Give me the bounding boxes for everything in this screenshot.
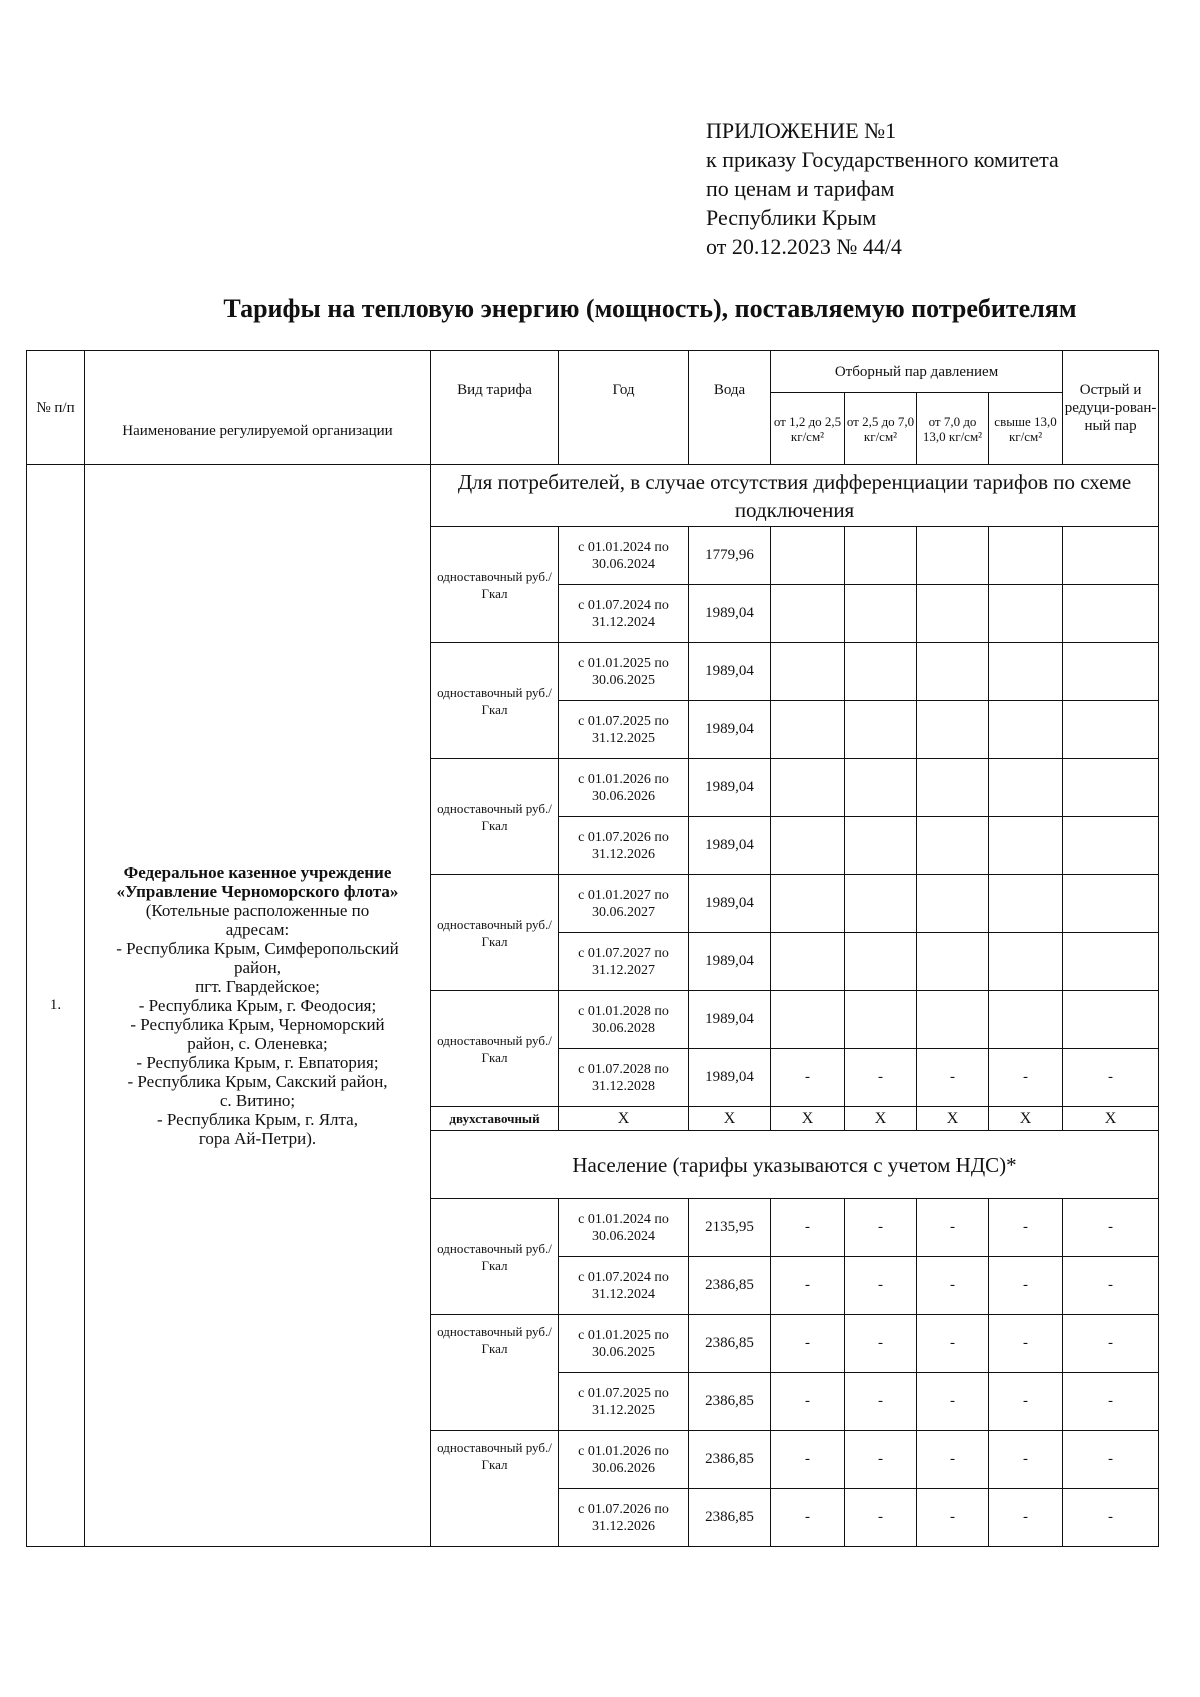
- steam-value: -: [771, 1199, 845, 1257]
- steam-value: -: [845, 1257, 917, 1315]
- water-value: 2386,85: [689, 1315, 771, 1373]
- water-value: 2386,85: [689, 1373, 771, 1431]
- steam-value: [917, 817, 989, 875]
- water-value: 2386,85: [689, 1257, 771, 1315]
- period-cell: с 01.07.2025 по 31.12.2025: [559, 701, 689, 759]
- header-sharp-steam: Острый и редуци-рован-ный пар: [1063, 351, 1159, 465]
- org-name: Федеральное казенное учреждение: [123, 863, 392, 882]
- section-title: Для потребителей, в случае отсутствия дифференциации тарифов по схеме подключения: [431, 465, 1159, 527]
- steam-value: [771, 817, 845, 875]
- steam-value: [845, 701, 917, 759]
- appendix-line: по ценам и тарифам: [706, 176, 895, 201]
- two-part-cell: X: [771, 1107, 845, 1131]
- water-value: 1989,04: [689, 933, 771, 991]
- steam-value: -: [845, 1315, 917, 1373]
- two-part-cell: X: [917, 1107, 989, 1131]
- org-detail: пгт. Гвардейское;: [195, 977, 320, 996]
- org-name: «Управление Черноморского флота»: [116, 882, 399, 901]
- steam-value: [771, 933, 845, 991]
- steam-value: -: [917, 1199, 989, 1257]
- two-part-label: двухставочный: [431, 1107, 559, 1131]
- appendix-line: ПРИЛОЖЕНИЕ №1: [706, 118, 897, 143]
- steam-value: [917, 991, 989, 1049]
- steam-value: [845, 527, 917, 585]
- steam-value: -: [771, 1431, 845, 1489]
- header-num: № п/п: [27, 351, 85, 465]
- steam-value: -: [917, 1257, 989, 1315]
- period-cell: с 01.07.2027 по 31.12.2027: [559, 933, 689, 991]
- steam-value: -: [989, 1373, 1063, 1431]
- period-cell: с 01.07.2024 по 31.12.2024: [559, 1257, 689, 1315]
- header-org: Наименование регулируемой организации: [85, 351, 431, 465]
- header-steam-group: Отборный пар давлением: [771, 351, 1063, 393]
- sharp-steam-value: -: [1063, 1315, 1159, 1373]
- steam-value: [845, 933, 917, 991]
- period-cell: с 01.01.2025 по 30.06.2025: [559, 643, 689, 701]
- period-cell: с 01.07.2026 по 31.12.2026: [559, 1489, 689, 1547]
- steam-value: -: [989, 1315, 1063, 1373]
- period-cell: с 01.01.2027 по 30.06.2027: [559, 875, 689, 933]
- steam-value: -: [917, 1489, 989, 1547]
- sharp-steam-value: -: [1063, 1373, 1159, 1431]
- period-cell: с 01.01.2026 по 30.06.2026: [559, 1431, 689, 1489]
- tariff-type-cell: одноставочный руб./Гкал: [431, 1199, 559, 1315]
- steam-value: [917, 527, 989, 585]
- steam-value: [845, 817, 917, 875]
- steam-value: [989, 527, 1063, 585]
- appendix-block: [706, 116, 1059, 261]
- org-detail: - Республика Крым, Сакский район,: [127, 1072, 388, 1091]
- steam-value: -: [845, 1431, 917, 1489]
- steam-value: [917, 585, 989, 643]
- tariff-type-cell: одноставочный руб./Гкал: [431, 643, 559, 759]
- period-cell: с 01.01.2024 по 30.06.2024: [559, 1199, 689, 1257]
- tariff-type-cell: одноставочный руб./Гкал: [431, 527, 559, 643]
- water-value: 2386,85: [689, 1489, 771, 1547]
- steam-value: [845, 991, 917, 1049]
- sharp-steam-value: -: [1063, 1431, 1159, 1489]
- sharp-steam-value: [1063, 701, 1159, 759]
- header-steam-col: свыше 13,0 кг/см²: [989, 393, 1063, 465]
- steam-value: -: [845, 1199, 917, 1257]
- header-steam-col: от 2,5 до 7,0 кг/см²: [845, 393, 917, 465]
- steam-value: [989, 643, 1063, 701]
- period-cell: с 01.07.2024 по 31.12.2024: [559, 585, 689, 643]
- steam-value: -: [771, 1373, 845, 1431]
- header-water: Вода: [689, 351, 771, 465]
- steam-value: [989, 933, 1063, 991]
- sharp-steam-value: [1063, 933, 1159, 991]
- steam-value: [917, 701, 989, 759]
- tariff-type-cell: одноставочный руб./Гкал: [431, 1431, 559, 1547]
- table-header: [27, 351, 1159, 465]
- sharp-steam-value: -: [1063, 1049, 1159, 1107]
- tariff-type-cell: одноставочный руб./Гкал: [431, 991, 559, 1107]
- org-detail: - Республика Крым, Черноморский: [130, 1015, 385, 1034]
- organization-cell: [85, 465, 431, 1547]
- period-cell: с 01.01.2025 по 30.06.2025: [559, 1315, 689, 1373]
- steam-value: -: [845, 1489, 917, 1547]
- steam-value: -: [989, 1049, 1063, 1107]
- sharp-steam-value: [1063, 527, 1159, 585]
- org-detail: район, с. Оленевка;: [187, 1034, 328, 1053]
- steam-value: [989, 701, 1063, 759]
- org-detail: - Республика Крым, Симферопольский: [116, 939, 399, 958]
- steam-value: -: [845, 1373, 917, 1431]
- steam-value: -: [771, 1049, 845, 1107]
- period-cell: с 01.01.2026 по 30.06.2026: [559, 759, 689, 817]
- tariff-table: [26, 350, 1159, 1547]
- header-year: Год: [559, 351, 689, 465]
- tariff-type-cell: одноставочный руб./Гкал: [431, 875, 559, 991]
- steam-value: [989, 759, 1063, 817]
- org-detail: гора Ай-Петри).: [198, 1129, 317, 1148]
- appendix-line: к приказу Государственного комитета: [706, 147, 1059, 172]
- water-value: 1989,04: [689, 585, 771, 643]
- two-part-cell: X: [689, 1107, 771, 1131]
- tariff-type-cell: одноставочный руб./Гкал: [431, 1315, 559, 1431]
- period-cell: с 01.07.2026 по 31.12.2026: [559, 817, 689, 875]
- org-detail: - Республика Крым, г. Феодосия;: [138, 996, 377, 1015]
- appendix-line: от 20.12.2023 № 44/4: [706, 234, 902, 259]
- water-value: 2386,85: [689, 1431, 771, 1489]
- steam-value: -: [917, 1431, 989, 1489]
- header-steam-col: от 7,0 до 13,0 кг/см²: [917, 393, 989, 465]
- steam-value: -: [771, 1315, 845, 1373]
- period-cell: с 01.01.2024 по 30.06.2024: [559, 527, 689, 585]
- water-value: 1989,04: [689, 1049, 771, 1107]
- header-tariff-type: Вид тарифа: [431, 351, 559, 465]
- steam-value: [845, 643, 917, 701]
- steam-value: -: [771, 1489, 845, 1547]
- sharp-steam-value: -: [1063, 1199, 1159, 1257]
- period-cell: с 01.07.2028 по 31.12.2028: [559, 1049, 689, 1107]
- sharp-steam-value: [1063, 875, 1159, 933]
- org-detail: район,: [234, 958, 281, 977]
- period-cell: с 01.07.2025 по 31.12.2025: [559, 1373, 689, 1431]
- steam-value: -: [989, 1489, 1063, 1547]
- water-value: 1989,04: [689, 759, 771, 817]
- two-part-cell: X: [845, 1107, 917, 1131]
- period-cell: с 01.01.2028 по 30.06.2028: [559, 991, 689, 1049]
- steam-value: [917, 933, 989, 991]
- section-title: Население (тарифы указываются с учетом НДС)*: [431, 1131, 1159, 1199]
- tariff-type-cell: одноставочный руб./Гкал: [431, 759, 559, 875]
- water-value: 1989,04: [689, 701, 771, 759]
- steam-value: -: [917, 1373, 989, 1431]
- steam-value: -: [989, 1199, 1063, 1257]
- steam-value: [771, 759, 845, 817]
- sharp-steam-value: -: [1063, 1489, 1159, 1547]
- org-detail: - Республика Крым, г. Евпатория;: [136, 1053, 379, 1072]
- steam-value: -: [917, 1315, 989, 1373]
- sharp-steam-value: [1063, 991, 1159, 1049]
- steam-value: [917, 875, 989, 933]
- steam-value: [771, 875, 845, 933]
- sharp-steam-value: [1063, 643, 1159, 701]
- org-detail: с. Витино;: [219, 1091, 296, 1110]
- header-steam-col: от 1,2 до 2,5 кг/см²: [771, 393, 845, 465]
- sharp-steam-value: [1063, 585, 1159, 643]
- water-value: 1989,04: [689, 643, 771, 701]
- steam-value: -: [771, 1257, 845, 1315]
- steam-value: -: [989, 1257, 1063, 1315]
- water-value: 1989,04: [689, 875, 771, 933]
- org-detail: (Котельные расположенные по: [145, 901, 370, 920]
- steam-value: [989, 875, 1063, 933]
- steam-value: [845, 585, 917, 643]
- steam-value: [845, 875, 917, 933]
- row-number: 1.: [27, 465, 85, 1547]
- two-part-cell: X: [1063, 1107, 1159, 1131]
- steam-value: [771, 701, 845, 759]
- steam-value: [771, 643, 845, 701]
- steam-value: [989, 817, 1063, 875]
- two-part-cell: X: [989, 1107, 1063, 1131]
- document-title: Тарифы на тепловую энергию (мощность), поставляемую потребителям: [223, 294, 1077, 323]
- steam-value: -: [845, 1049, 917, 1107]
- steam-value: -: [917, 1049, 989, 1107]
- steam-value: [771, 991, 845, 1049]
- steam-value: [917, 759, 989, 817]
- water-value: 1779,96: [689, 527, 771, 585]
- water-value: 2135,95: [689, 1199, 771, 1257]
- water-value: 1989,04: [689, 991, 771, 1049]
- two-part-cell: X: [559, 1107, 689, 1131]
- sharp-steam-value: [1063, 759, 1159, 817]
- sharp-steam-value: [1063, 817, 1159, 875]
- steam-value: [771, 527, 845, 585]
- org-detail: адресам:: [225, 920, 290, 939]
- org-detail: - Республика Крым, г. Ялта,: [157, 1110, 358, 1129]
- water-value: 1989,04: [689, 817, 771, 875]
- steam-value: [989, 991, 1063, 1049]
- steam-value: [989, 585, 1063, 643]
- appendix-line: Республики Крым: [706, 205, 877, 230]
- sharp-steam-value: -: [1063, 1257, 1159, 1315]
- steam-value: -: [989, 1431, 1063, 1489]
- steam-value: [917, 643, 989, 701]
- steam-value: [771, 585, 845, 643]
- steam-value: [845, 759, 917, 817]
